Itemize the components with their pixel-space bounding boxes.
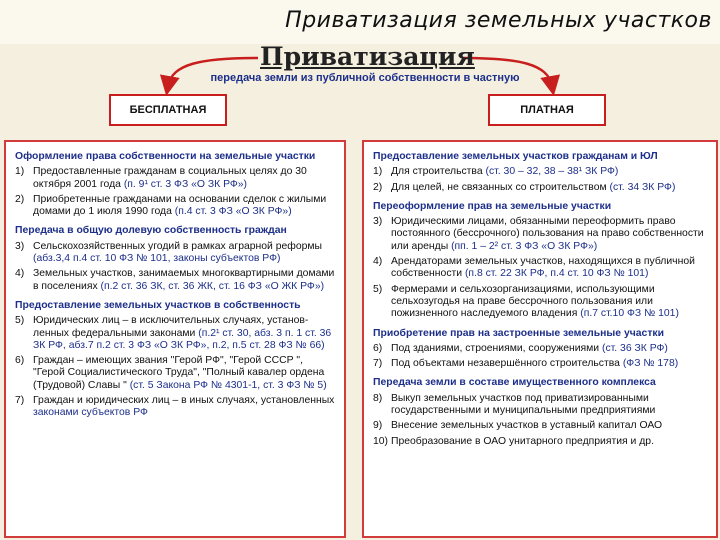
legal-reference: (п.4 ст. 3 ФЗ «О ЗК РФ») [174, 206, 292, 218]
item-number: 7) [373, 358, 383, 370]
item-text-block [33, 194, 336, 219]
list-item [15, 241, 336, 266]
item-text: Юридическими лицами, обязанными переоформить право постоянного (бессрочного) пользования на право собственности или аренды [391, 216, 704, 252]
section-heading: Передача земли в составе имущественного комплекса [373, 377, 656, 389]
legal-reference: законами субъектов РФ [33, 407, 148, 419]
list-item [373, 420, 708, 432]
item-text-block [391, 216, 708, 253]
list-item [15, 315, 336, 352]
slide-title: Приватизация земельных участков [285, 8, 712, 33]
item-number: 6) [15, 355, 25, 367]
item-text: Для целей, не связанных со строительством [391, 181, 607, 193]
item-text-block [33, 241, 336, 266]
item-number: 1) [373, 166, 383, 178]
item-text-block [391, 436, 708, 448]
item-text: Арендаторами земельных участков, находящихся в публичной собственности [391, 256, 695, 280]
item-number: 4) [15, 268, 25, 280]
item-number: 8) [373, 392, 383, 404]
free-privatization-panel [4, 140, 346, 538]
section-heading: Приобретение прав на застроенные земельные участки [373, 327, 664, 339]
list-item [373, 166, 708, 178]
item-number: 3) [373, 216, 383, 228]
list-item [373, 436, 708, 448]
item-number: 4) [373, 256, 383, 268]
section-heading: Предоставление земельных участков гражданам и ЮЛ [373, 151, 658, 162]
item-number: 6) [373, 342, 383, 354]
list-item [15, 395, 336, 420]
item-number: 3) [15, 240, 25, 252]
item-text-block [391, 256, 708, 281]
list-item [15, 355, 336, 392]
item-number: 5) [373, 283, 383, 295]
item-number: 2) [373, 181, 383, 193]
legal-reference: (п. 9¹ ст. 3 ФЗ «О ЗК РФ») [123, 178, 248, 190]
item-number: 9) [373, 420, 383, 432]
section-heading: Переоформление прав на земельные участки [373, 200, 612, 212]
legal-reference: (ФЗ № 178) [622, 358, 679, 370]
item-text-block [33, 315, 336, 352]
item-number: 1) [15, 166, 25, 178]
legal-reference: (ст. 30 – 32, 38 – 38¹ ЗК РФ) [485, 166, 619, 178]
item-text-block [391, 343, 708, 355]
item-number: 2) [15, 193, 25, 205]
list-item [373, 284, 708, 321]
paid-privatization-panel [362, 140, 718, 538]
item-text-block [391, 420, 708, 432]
item-text-block [391, 182, 708, 194]
item-text: Юридических лиц – в исключительных случаях, установ-ленных федеральными законами [33, 315, 309, 339]
list-item [373, 182, 708, 194]
item-text: Граждан – имеющих звания "Герой РФ", "Герой СССР ", "Герой Социалистического Труда", "Полный кавалер ордена (Трудовой) Славы " [33, 355, 325, 391]
legal-reference: (п.2 ст. 36 ЗК, ст. 36 ЖК, ст. 16 ФЗ «О ЖК РФ») [100, 280, 325, 292]
item-text-block [391, 358, 708, 370]
paid-type-box [488, 94, 606, 126]
list-item [373, 216, 708, 253]
item-text-block [33, 395, 336, 420]
legal-reference: (п.8 ст. 22 ЗК РФ, п.4 ст. 10 ФЗ № 101) [464, 268, 649, 280]
list-item [15, 194, 336, 219]
item-number: 7) [15, 395, 25, 407]
item-text: Для строительства [391, 166, 483, 178]
diagram-title: Приватизация [260, 42, 475, 71]
section-heading: Передача в общую долевую собственность граждан [15, 225, 287, 237]
legal-reference: (пп. 1 – 2² ст. 3 ФЗ «О ЗК РФ») [451, 240, 598, 252]
legal-reference: (ст. 36 ЗК РФ) [602, 342, 668, 354]
free-type-box [109, 94, 227, 126]
list-item [373, 393, 708, 418]
item-text: Внесение земельных участков в уставный капитал ОАО [391, 420, 663, 432]
section-heading: Оформление права собственности на земельные участки [15, 151, 316, 162]
item-text: Фермерами и сельхозорганизациями, использующими сельхозугодья на праве бессрочного пользования или пожизненного наследуемого владения [391, 283, 655, 320]
diagram-subtitle: передача земли из публичной собственности в частную [210, 72, 520, 84]
list-item [373, 358, 708, 370]
item-text-block [33, 166, 336, 191]
item-text: Преобразование в ОАО унитарного предприятия и др. [391, 435, 654, 447]
item-text-block [33, 355, 336, 392]
list-item [15, 268, 336, 293]
item-text: Выкуп земельных участков под приватизированными государственными и муниципальными предприятиями [391, 392, 656, 417]
legal-reference: (п.7 ст.10 ФЗ № 101) [580, 308, 679, 320]
legal-reference: (абз.3,4 п.4 ст. 10 ФЗ № 101, законы субъектов РФ) [33, 253, 281, 265]
item-text-block [33, 268, 336, 293]
item-text: Под объектами незавершённого строительства [391, 358, 620, 370]
legal-reference: (ст. 5 Закона РФ № 4301-1, ст. 3 ФЗ № 5) [129, 379, 327, 391]
legal-reference: (п.2¹ ст. 30, абз. 3 п. 1 ст. 36 ЗК РФ, абз.7 п.2 ст. 3 ФЗ «О ЗК РФ», п.2, п.5 ст. 28 ФЗ № 66) [33, 327, 332, 351]
item-text: Предоставленные гражданам в социальных целях до 30 октября 2001 года [33, 166, 307, 190]
item-text-block [391, 393, 708, 418]
list-item [373, 256, 708, 281]
item-text-block [391, 166, 708, 178]
list-item [15, 166, 336, 191]
item-text: Граждан и юридических лиц – в иных случаях, установленных [33, 395, 335, 407]
section-heading: Предоставление земельных участков в собственность [15, 299, 301, 311]
item-number: 10) [373, 435, 389, 447]
item-text: Сельскохозяйственных угодий в рамках аграрной реформы [33, 240, 323, 252]
item-text: Под зданиями, строениями, сооружениями [391, 342, 600, 354]
legal-reference: (ст. 34 ЗК РФ) [609, 181, 676, 193]
item-text: Земельных участков, занимаемых многоквартирными домами в поселениях [33, 268, 335, 292]
item-text: Приобретенные гражданами на основании сделок с жилыми домами до 1 июля 1990 года [33, 193, 327, 218]
item-text-block [391, 284, 708, 321]
list-item [373, 343, 708, 355]
paid-type-label: ПЛАТНАЯ [520, 104, 574, 116]
free-type-label: БЕСПЛАТНАЯ [129, 104, 207, 116]
item-number: 5) [15, 315, 25, 327]
